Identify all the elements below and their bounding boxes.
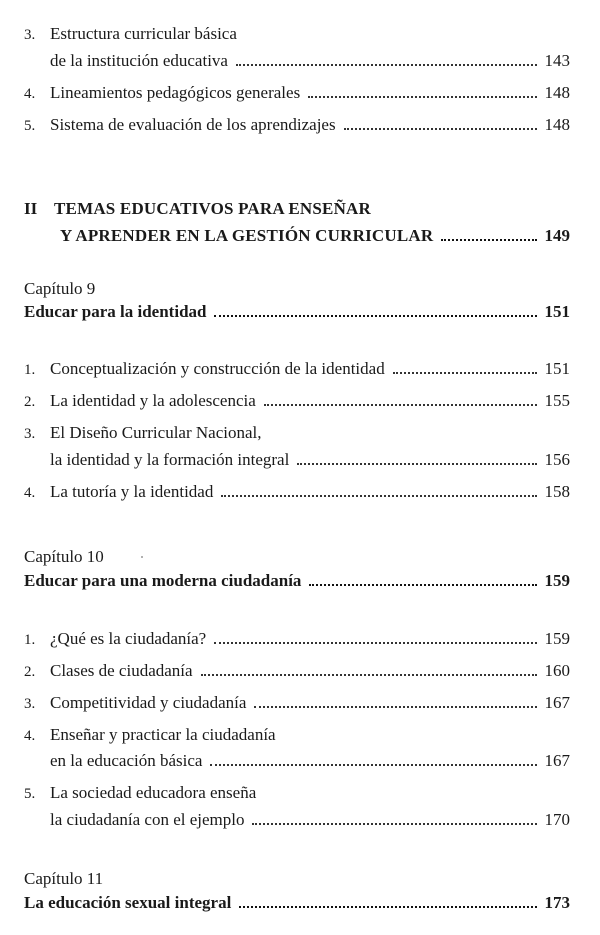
entry-page: 158 bbox=[544, 482, 570, 501]
toc-entry-3[interactable] bbox=[24, 51, 570, 71]
toc-entry-5[interactable] bbox=[24, 115, 570, 136]
dot-leader bbox=[393, 372, 537, 374]
entry-title-cont: la identidad y la formación integral bbox=[50, 450, 290, 469]
chapter-title-row[interactable] bbox=[24, 302, 570, 322]
entry-page: 167 bbox=[544, 693, 570, 712]
entry-number: 3. bbox=[24, 426, 36, 442]
dot-leader bbox=[214, 315, 536, 317]
entry-title: La sociedad educadora enseña bbox=[50, 783, 257, 802]
dot-leader bbox=[236, 64, 537, 66]
entry-title: Sistema de evaluación de los aprendizajes bbox=[50, 115, 336, 134]
entry-number: 5. bbox=[24, 786, 36, 802]
chapter-label: Capítulo 9 bbox=[24, 279, 96, 298]
toc-entry[interactable] bbox=[24, 751, 570, 771]
chapter-label: Capítulo 10 bbox=[24, 547, 104, 566]
dot-leader bbox=[264, 404, 537, 406]
dot-leader bbox=[221, 495, 536, 497]
dot-leader bbox=[309, 584, 536, 586]
chapter-title: La educación sexual integral bbox=[24, 893, 232, 912]
chapter-label: Capítulo 11 bbox=[24, 869, 104, 888]
dot-leader bbox=[297, 463, 536, 465]
entry-title: Conceptualización y construcción de la identidad bbox=[50, 359, 385, 378]
toc-entry[interactable] bbox=[24, 391, 570, 412]
entry-title: El Diseño Curricular Nacional, bbox=[50, 423, 262, 442]
chapter-page: 151 bbox=[544, 302, 570, 321]
entry-number: 4. bbox=[24, 485, 36, 501]
entry-title: Clases de ciudadanía bbox=[50, 661, 193, 680]
entry-number: 3. bbox=[24, 696, 36, 712]
toc-entry[interactable] bbox=[24, 629, 570, 650]
chapter-page: 159 bbox=[544, 571, 570, 590]
entry-title: Estructura curricular básica bbox=[50, 24, 237, 43]
entry-page: 167 bbox=[544, 751, 570, 770]
part-number: II bbox=[24, 199, 38, 218]
toc-entry[interactable] bbox=[24, 482, 570, 503]
part-title-cont: Y APRENDER EN LA GESTIÓN CURRICULAR bbox=[60, 226, 434, 245]
toc-entry-line1 bbox=[24, 783, 570, 804]
dot-leader bbox=[239, 906, 536, 908]
dot-leader bbox=[344, 128, 537, 130]
entry-title: Competitividad y ciudadanía bbox=[50, 693, 247, 712]
entry-number: 4. bbox=[24, 728, 36, 744]
entry-page: 148 bbox=[544, 115, 570, 134]
toc-entry[interactable] bbox=[24, 661, 570, 682]
entry-number: 5. bbox=[24, 118, 36, 134]
dot-leader bbox=[254, 706, 536, 708]
toc-entry[interactable] bbox=[24, 450, 570, 470]
toc-entry-line1 bbox=[24, 725, 570, 746]
entry-page: 148 bbox=[544, 83, 570, 102]
entry-number: 2. bbox=[24, 664, 36, 680]
toc-entry-line1 bbox=[24, 423, 570, 444]
chapter-title-row[interactable] bbox=[24, 571, 570, 591]
entry-title: Lineamientos pedagógicos generales bbox=[50, 83, 301, 102]
toc-entry-4[interactable] bbox=[24, 83, 570, 104]
part-title: TEMAS EDUCATIVOS PARA ENSEÑAR bbox=[54, 199, 372, 218]
part-page: 149 bbox=[544, 226, 570, 245]
dot-leader bbox=[252, 823, 536, 825]
entry-title: Enseñar y practicar la ciudadanía bbox=[50, 725, 276, 744]
dot-leader bbox=[308, 96, 536, 98]
dot-leader bbox=[201, 674, 537, 676]
entry-number: 3. bbox=[24, 27, 36, 43]
chapter-title: Educar para una moderna ciudadanía bbox=[24, 571, 302, 590]
toc-entry[interactable] bbox=[24, 810, 570, 830]
entry-page: 170 bbox=[544, 810, 570, 829]
part-heading[interactable] bbox=[24, 226, 570, 246]
part-heading-line1 bbox=[24, 199, 570, 219]
chapter-page: 173 bbox=[544, 893, 570, 912]
entry-title-cont: en la educación básica bbox=[50, 751, 203, 770]
dot-leader bbox=[214, 642, 536, 644]
entry-number: 4. bbox=[24, 86, 36, 102]
toc-entry-3-line1 bbox=[24, 24, 570, 45]
dot-leader bbox=[441, 239, 536, 241]
entry-number: 2. bbox=[24, 394, 36, 410]
entry-number: 1. bbox=[24, 362, 36, 378]
entry-number: 1. bbox=[24, 632, 36, 648]
scan-speck bbox=[141, 556, 143, 558]
dot-leader bbox=[210, 764, 536, 766]
entry-title: ¿Qué es la ciudadanía? bbox=[50, 629, 207, 648]
entry-title: La identidad y la adolescencia bbox=[50, 391, 256, 410]
entry-title-cont: de la institución educativa bbox=[50, 51, 228, 70]
toc-entry[interactable] bbox=[24, 693, 570, 714]
entry-page: 156 bbox=[544, 450, 570, 469]
chapter-title: Educar para la identidad bbox=[24, 302, 207, 321]
entry-page: 155 bbox=[544, 391, 570, 410]
entry-page: 160 bbox=[544, 661, 570, 680]
entry-page: 143 bbox=[544, 51, 570, 70]
toc-entry[interactable] bbox=[24, 359, 570, 380]
entry-page: 151 bbox=[544, 359, 570, 378]
entry-title: La tutoría y la identidad bbox=[50, 482, 214, 501]
chapter-title-row[interactable] bbox=[24, 893, 570, 913]
entry-title-cont: la ciudadanía con el ejemplo bbox=[50, 810, 245, 829]
entry-page: 159 bbox=[544, 629, 570, 648]
